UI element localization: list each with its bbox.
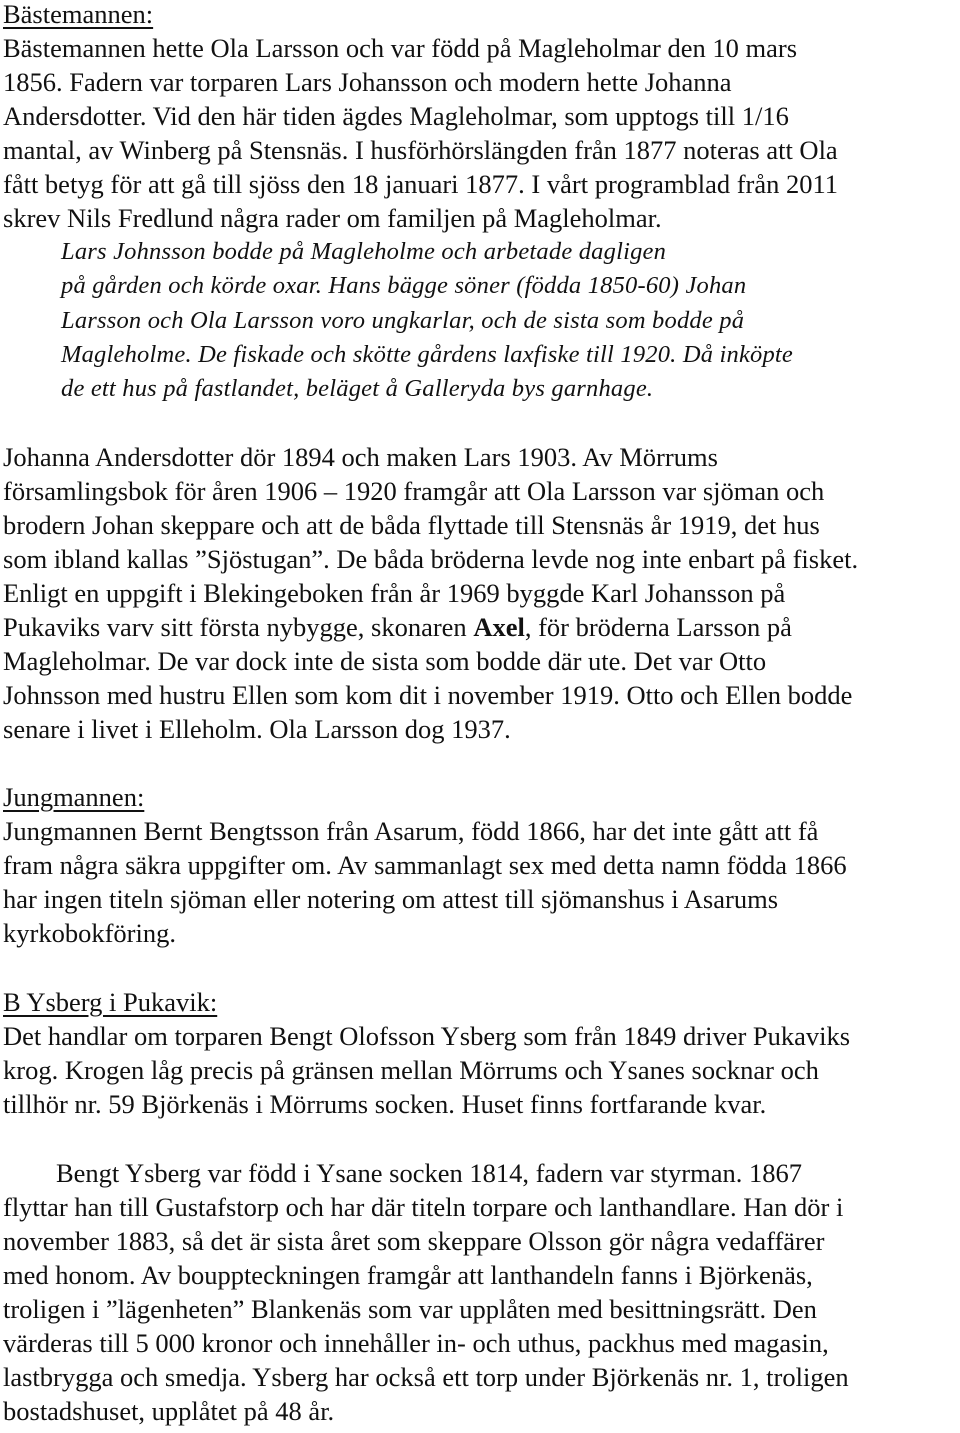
paragraph-line: Andersdotter. Vid den här tiden ägdes Magleholmar, som upptogs till 1/16 xyxy=(3,101,789,131)
paragraph-line: Johanna Andersdotter dör 1894 och maken Lars 1903. Av Mörrums xyxy=(3,442,718,472)
paragraph-line: skrev Nils Fredlund några rader om familjen på Magleholmar. xyxy=(3,203,662,233)
section-heading-ysberg: B Ysberg i Pukavik: xyxy=(3,987,218,1017)
paragraph-line: kyrkobokföring. xyxy=(3,918,176,948)
quote-line: Lars Johnsson bodde på Magleholme och arbetade dagligen xyxy=(61,238,667,265)
paragraph-line: har ingen titeln sjöman eller notering om attest till sjömanshus i Asarums xyxy=(3,884,779,914)
section-heading-jungmannen: Jungmannen: xyxy=(3,782,145,812)
paragraph-line: lastbrygga och smedja. Ysberg har också ett torp under Björkenäs nr. 1, troligen xyxy=(3,1362,849,1392)
paragraph-line: församlingsbok för åren 1906 – 1920 framgår att Ola Larsson var sjöman och xyxy=(3,476,825,506)
quote-line: Larsson och Ola Larsson voro ungkarlar, och de sista som bodde på xyxy=(61,307,745,334)
paragraph-line: värderas till 5 000 kronor och innehåller in- och uthus, packhus med magasin, xyxy=(3,1328,829,1358)
quote-line: på gården och körde oxar. Hans bägge söner (födda 1850-60) Johan xyxy=(61,272,747,299)
paragraph-line: tillhör nr. 59 Björkenäs i Mörrums socken. Huset finns fortfarande kvar. xyxy=(3,1089,767,1119)
paragraph-line: Magleholmar. De var dock inte de sista som bodde där ute. Det var Otto xyxy=(3,646,767,676)
ship-name: Axel xyxy=(473,612,525,642)
paragraph-line: senare i livet i Elleholm. Ola Larsson dog 1937. xyxy=(3,714,511,744)
ship-text-before: Pukaviks varv sitt första nybygge, skonaren xyxy=(3,612,474,642)
paragraph-line: Enligt en uppgift i Blekingeboken från år 1969 byggde Karl Johansson på xyxy=(3,578,786,608)
ship-text-after: , för bröderna Larsson på xyxy=(524,612,792,642)
paragraph-line: troligen i ”lägenheten” Blankenäs som var upplåten med besittningsrätt. Den xyxy=(3,1294,817,1324)
paragraph-line: Jungmannen Bernt Bengtsson från Asarum, född 1866, har det inte gått att få xyxy=(3,816,819,846)
quote-line: Magleholme. De fiskade och skötte gårdens laxfiske till 1920. Då inköpte xyxy=(61,341,793,368)
paragraph-line: Det handlar om torparen Bengt Olofsson Ysberg som från 1849 driver Pukaviks xyxy=(3,1021,851,1051)
section-heading-bastemannen: Bästemannen: xyxy=(3,0,154,29)
paragraph-line: fått betyg för att gå till sjöss den 18 januari 1877. I vårt programblad från 2011 xyxy=(3,169,839,199)
paragraph-line: Bästemannen hette Ola Larsson och var född på Magleholmar den 10 mars xyxy=(3,33,798,63)
paragraph-line: Bengt Ysberg var född i Ysane socken 1814, fadern var styrman. 1867 xyxy=(3,1158,802,1188)
paragraph-line: brodern Johan skeppare och att de båda flyttade till Stensnäs år 1919, det hus xyxy=(3,510,820,540)
paragraph-line: mantal, av Winberg på Stensnäs. I husförhörslängden från 1877 noteras att Ola xyxy=(3,135,838,165)
paragraph-line: flyttar han till Gustafstorp och har där titeln torpare och lanthandlare. Han dör i xyxy=(3,1192,844,1222)
paragraph-line: Johnsson med hustru Ellen som kom dit i november 1919. Otto och Ellen bodde xyxy=(3,680,853,710)
paragraph-line: 1856. Fadern var torparen Lars Johansson och modern hette Johanna xyxy=(3,67,732,97)
paragraph-line: krog. Krogen låg precis på gränsen mellan Mörrums och Ysanes socknar och xyxy=(3,1055,819,1085)
paragraph-line: november 1883, så det är sista året som skeppare Olsson gör några vedaffärer xyxy=(3,1226,825,1256)
paragraph-line: fram några säkra uppgifter om. Av sammanlagt sex med detta namn födda 1866 xyxy=(3,850,847,880)
paragraph-line-ship xyxy=(3,610,792,644)
quote-line: de ett hus på fastlandet, beläget å Galleryda bys garnhage. xyxy=(61,375,654,402)
paragraph-line: med honom. Av bouppteckningen framgår att lanthandeln fanns i Björkenäs, xyxy=(3,1260,813,1290)
paragraph-line: som ibland kallas ”Sjöstugan”. De båda bröderna levde nog inte enbart på fisket. xyxy=(3,544,859,574)
paragraph-line: bostadshuset, upplåtet på 48 år. xyxy=(3,1396,335,1426)
